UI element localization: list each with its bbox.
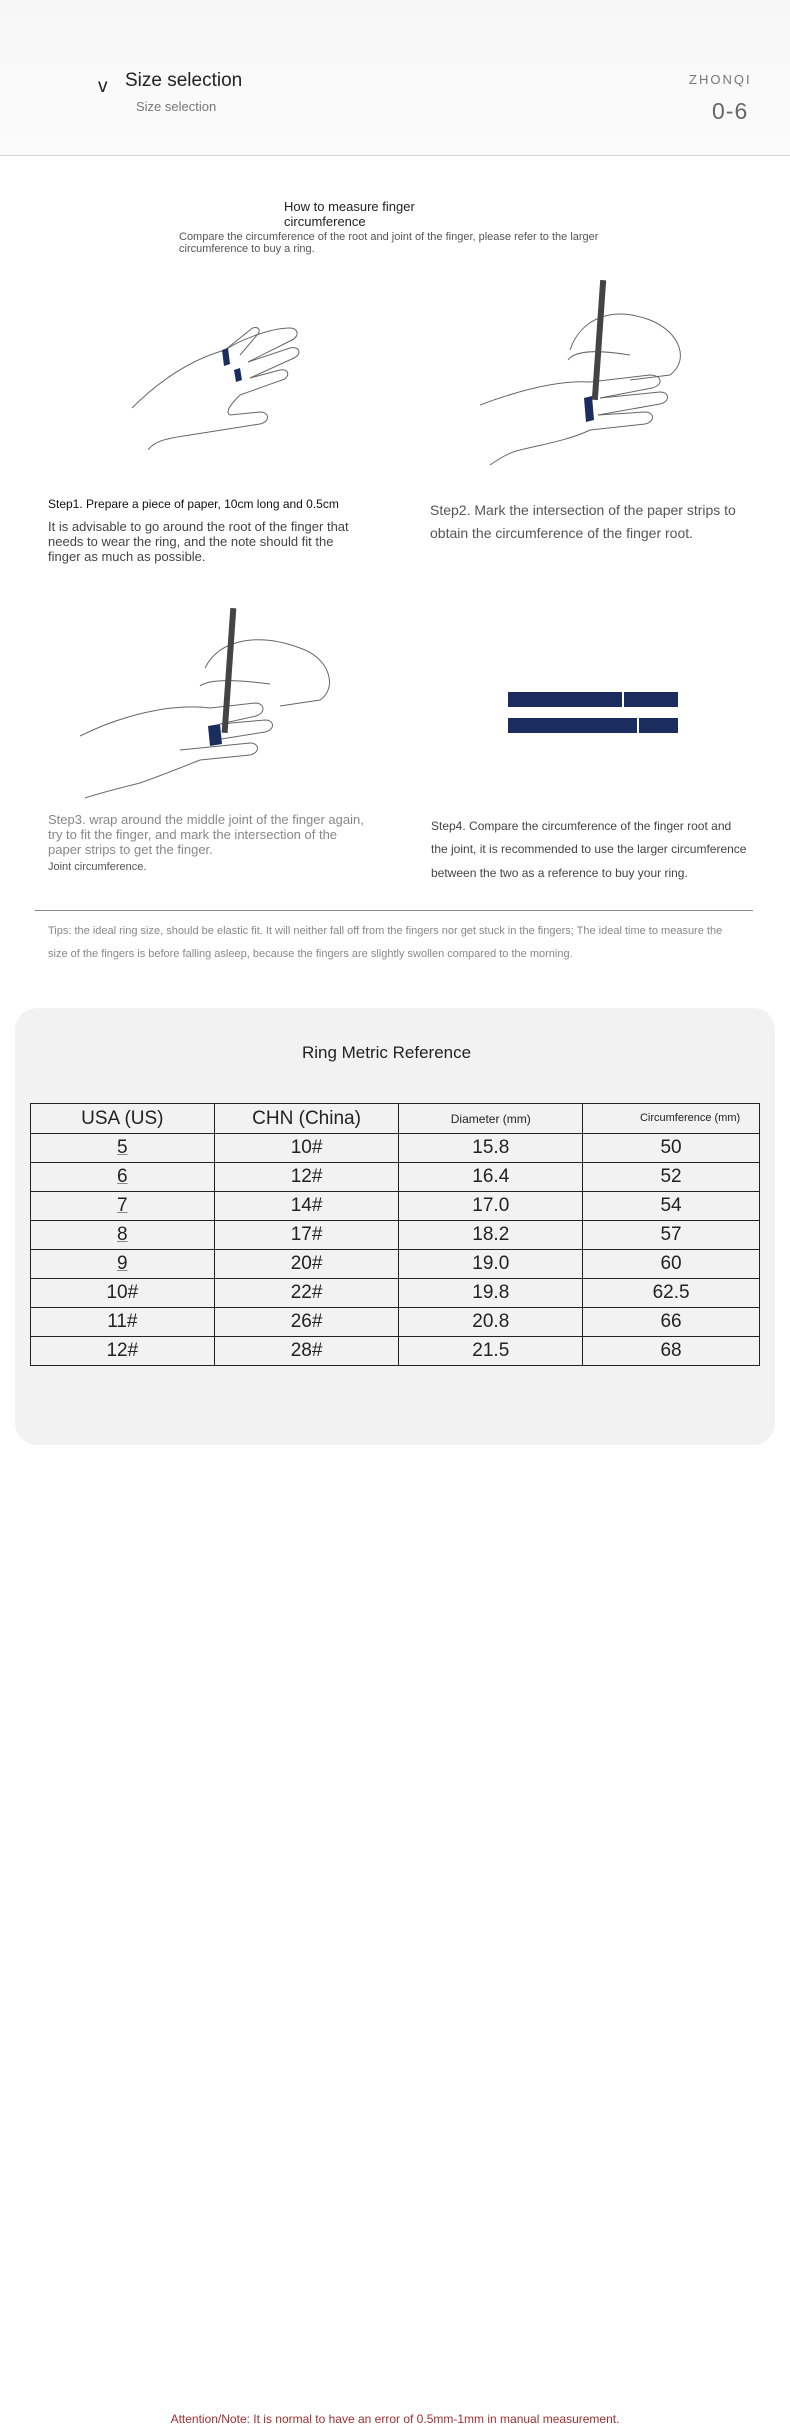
step4-text: Step4. Compare the circumference of the finger root and the joint, it is recommended to use the larger circumference between the two as a reference to buy your ring.	[431, 819, 747, 880]
cell-circumference: 68	[583, 1337, 760, 1366]
table-header-row	[31, 1104, 760, 1134]
cell-diameter: 21.5	[399, 1337, 583, 1366]
cell-circumference: 60	[583, 1250, 760, 1279]
ring-size-table	[30, 1103, 760, 1366]
cell-usa: 7	[31, 1192, 215, 1221]
header-circumference: Circumference (mm)	[583, 1104, 760, 1134]
header-diameter: Diameter (mm)	[399, 1104, 583, 1134]
table-row	[31, 1221, 760, 1250]
cell-chn: 14#	[214, 1192, 399, 1221]
table-row	[31, 1134, 760, 1163]
brand-name: ZHONQI	[689, 72, 752, 87]
cell-diameter: 16.4	[399, 1163, 583, 1192]
page-subtitle: Size selection	[136, 99, 217, 114]
cell-circumference: 66	[583, 1308, 760, 1337]
cell-diameter: 20.8	[399, 1308, 583, 1337]
cell-circumference: 57	[583, 1221, 760, 1250]
cell-diameter: 17.0	[399, 1192, 583, 1221]
cell-usa: 12#	[31, 1337, 215, 1366]
table-row	[31, 1279, 760, 1308]
cell-usa: 5	[31, 1134, 215, 1163]
cell-usa: 6	[31, 1163, 215, 1192]
divider	[35, 910, 753, 911]
header-chn: CHN (China)	[214, 1104, 399, 1134]
page-title: Size selection	[125, 70, 243, 91]
hand-illustration-step1	[130, 320, 310, 450]
cell-diameter: 18.2	[399, 1221, 583, 1250]
cell-usa: 10#	[31, 1279, 215, 1308]
cell-usa: 11#	[31, 1308, 215, 1337]
table-title: Ring Metric Reference	[301, 1043, 472, 1062]
paper-strips-illustration	[508, 692, 678, 734]
cell-circumference: 52	[583, 1163, 760, 1192]
cell-diameter: 19.8	[399, 1279, 583, 1308]
step1-body: It is advisable to go around the root of the finger that needs to wear the ring, and the note should fit the finger as much as possible.	[48, 519, 349, 564]
guide-intro: Compare the circumference of the root and joint of the finger, please refer to the larger circumference to buy a ring.	[179, 231, 599, 255]
cell-chn: 28#	[214, 1337, 399, 1366]
table-row	[31, 1192, 760, 1221]
hand-illustration-step2	[480, 280, 710, 470]
table-row	[31, 1250, 760, 1279]
header	[0, 0, 790, 156]
cell-chn: 22#	[214, 1279, 399, 1308]
cell-usa: 8	[31, 1221, 215, 1250]
section-number: 0-6	[712, 98, 749, 124]
step3-text: Step3. wrap around the middle joint of the finger again, try to fit the finger, and mark the intersection of the paper strips to get the finger.	[48, 812, 364, 857]
cell-circumference: 50	[583, 1134, 760, 1163]
cell-chn: 12#	[214, 1163, 399, 1192]
paper-strip	[222, 348, 230, 366]
header-usa: USA (US)	[31, 1104, 215, 1134]
table-row	[31, 1308, 760, 1337]
hand-illustration-step3	[80, 608, 340, 803]
cell-chn: 20#	[214, 1250, 399, 1279]
step1-title: Step1. Prepare a piece of paper, 10cm long and 0.5cm	[48, 497, 339, 511]
tips-text: Tips: the ideal ring size, should be elastic fit. It will neither fall off from the fingers nor get stuck in the fingers; The ideal time to measure the size of the fingers is before falling asleep, because the fingers are slightly swollen compared to the morning.	[48, 925, 723, 961]
guide-title: How to measure finger circumference	[284, 199, 415, 229]
measurement-note: Attention/Note: It is normal to have an error of 0.5mm-1mm in manual measurement.	[170, 2412, 620, 2426]
cell-circumference: 54	[583, 1192, 760, 1221]
table-row	[31, 1337, 760, 1366]
chevron-down-icon: v	[98, 76, 108, 97]
step2-text: Step2. Mark the intersection of the paper strips to obtain the circumference of the finger root.	[430, 502, 736, 542]
table-row	[31, 1163, 760, 1192]
cell-circumference: 62.5	[583, 1279, 760, 1308]
step3-extra: Joint circumference.	[48, 861, 147, 873]
cell-chn: 17#	[214, 1221, 399, 1250]
cell-chn: 10#	[214, 1134, 399, 1163]
cell-diameter: 15.8	[399, 1134, 583, 1163]
cell-usa: 9	[31, 1250, 215, 1279]
cell-diameter: 19.0	[399, 1250, 583, 1279]
cell-chn: 26#	[214, 1308, 399, 1337]
